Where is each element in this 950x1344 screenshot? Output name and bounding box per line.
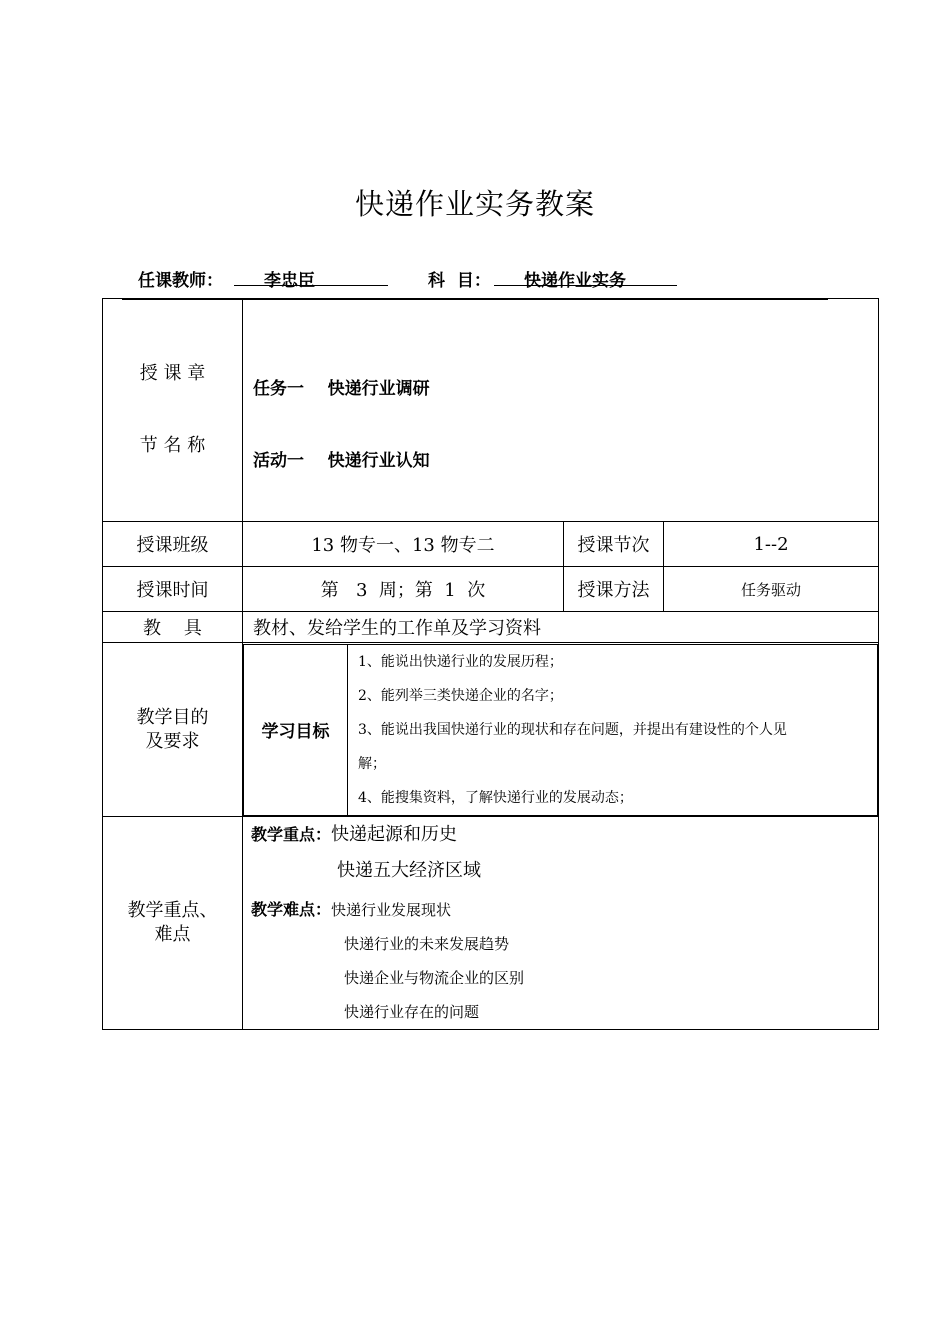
focus-item: 快递五大经济区域 — [337, 860, 481, 881]
time-row — [103, 567, 879, 612]
chapter-label-line2: 节 名 称 — [139, 435, 206, 456]
goal-item: 2、能列举三类快递企业的名字； — [358, 687, 563, 704]
chapter-row — [103, 299, 879, 522]
key-points-label-line2: 难点 — [154, 924, 191, 945]
key-points-label-line1: 教学重点、 — [127, 900, 218, 921]
header-info — [122, 262, 828, 300]
key-points-label-cell — [103, 817, 243, 1030]
difficulty-item: 快递行业存在的问题 — [344, 1003, 480, 1021]
tools-row — [103, 612, 879, 643]
period-value: 1--2 — [664, 522, 879, 567]
chapter-activity: 活动一 快递行业认知 — [253, 451, 430, 471]
chapter-label-line1: 授 课 章 — [139, 363, 206, 384]
method-value: 任务驱动 — [664, 567, 879, 612]
class-label: 授课班级 — [103, 522, 243, 567]
chapter-value-cell — [243, 299, 879, 522]
tools-value: 教材、发给学生的工作单及学习资料 — [243, 612, 879, 643]
time-value: 第 3 周；第 1 次 — [243, 567, 564, 612]
goal-item: 4、能搜集资料，了解快递行业的发展动态； — [358, 789, 633, 806]
key-points-row — [103, 817, 879, 1030]
difficulty-item: 快递企业与物流企业的区别 — [344, 969, 525, 987]
teacher-label: 任课教师： — [138, 271, 223, 291]
focus-item: 快递起源和历史 — [331, 824, 458, 845]
teacher-name: 李忠臣 — [264, 271, 315, 291]
difficulty-item: 快递行业的未来发展趋势 — [344, 935, 510, 953]
class-value: 13 物专一、13 物专二 — [243, 522, 564, 567]
focus-line-1 — [251, 821, 878, 857]
goals-inner-table — [243, 644, 878, 816]
goals-label-line1: 教学目的 — [136, 706, 209, 728]
difficulty-label: 教学难点： — [251, 900, 332, 919]
chapter-label-cell — [103, 299, 243, 522]
tools-label: 教 具 — [103, 612, 243, 643]
chapter-task: 任务一 快递行业调研 — [253, 379, 430, 399]
key-points-content-cell — [243, 817, 879, 1030]
focus-label: 教学重点： — [251, 825, 332, 844]
goals-label-line2: 及要求 — [145, 730, 200, 752]
goals-row — [103, 643, 879, 817]
goals-content-cell — [243, 643, 879, 817]
document-title: 快递作业实务教案 — [354, 187, 595, 221]
method-label: 授课方法 — [564, 567, 664, 612]
subject-label: 科 目： — [428, 271, 491, 291]
goals-label-cell — [103, 643, 243, 817]
goal-item: 3、能说出我国快递行业的现状和存在问题，并提出有建设性的个人见 — [358, 721, 787, 738]
difficulty-line-1 — [251, 893, 878, 927]
difficulty-item: 快递行业发展现状 — [331, 901, 452, 919]
class-row — [103, 522, 879, 567]
period-label: 授课节次 — [564, 522, 664, 567]
goal-item: 解； — [358, 755, 386, 772]
subject-value: 快递作业实务 — [524, 271, 626, 291]
goals-list — [348, 644, 878, 815]
time-label: 授课时间 — [103, 567, 243, 612]
goals-sub-label: 学习目标 — [244, 644, 348, 815]
goal-item: 1、能说出快递行业的发展历程； — [358, 653, 563, 670]
lesson-plan-table — [102, 298, 879, 1030]
